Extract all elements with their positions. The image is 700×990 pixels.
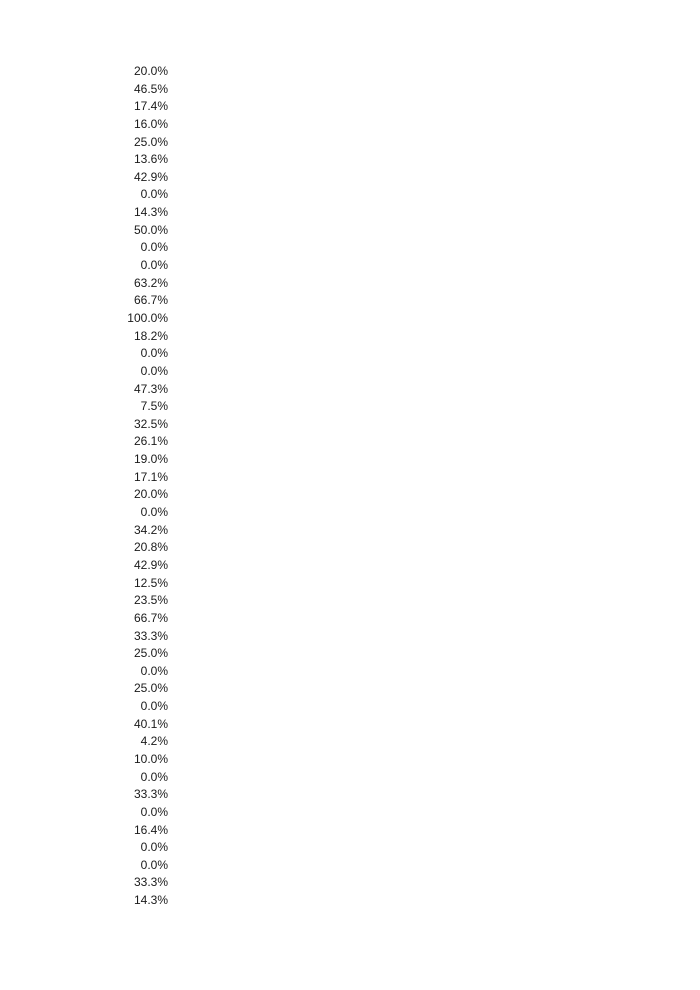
- percentage-cell: 13.6%: [133, 152, 168, 167]
- percentage-cell: 19.0%: [133, 452, 168, 467]
- percentage-cell: 33.3%: [133, 628, 168, 643]
- percentage-cell: 40.1%: [133, 716, 168, 731]
- percentage-cell: 23.5%: [133, 593, 168, 608]
- percentage-cell: 33.3%: [133, 875, 168, 890]
- percentage-cell: 0.0%: [140, 840, 168, 855]
- percentage-cell: 14.3%: [133, 893, 168, 908]
- percentage-cell: 0.0%: [140, 346, 168, 361]
- percentage-cell: 20.8%: [133, 540, 168, 555]
- percentage-cell: 17.1%: [133, 469, 168, 484]
- percentage-cell: 33.3%: [133, 787, 168, 802]
- percentage-cell: 34.2%: [133, 522, 168, 537]
- percentage-cell: 66.7%: [133, 293, 168, 308]
- percentage-cell: 0.0%: [140, 258, 168, 273]
- percentage-cell: 0.0%: [140, 505, 168, 520]
- percentage-cell: 20.0%: [133, 487, 168, 502]
- percentage-cell: 18.2%: [133, 328, 168, 343]
- percentage-cell: 100.0%: [127, 310, 168, 325]
- percentage-cell: 16.0%: [133, 116, 168, 131]
- percentage-cell: 26.1%: [133, 434, 168, 449]
- percentage-cell: 42.9%: [133, 557, 168, 572]
- percentage-cell: 25.0%: [133, 681, 168, 696]
- percentage-column: [100, 63, 168, 910]
- percentage-cell: 17.4%: [133, 99, 168, 114]
- percentage-cell: 10.0%: [133, 751, 168, 766]
- percentage-cell: 4.2%: [140, 734, 168, 749]
- percentage-cell: 66.7%: [133, 610, 168, 625]
- percentage-cell: 25.0%: [133, 646, 168, 661]
- percentage-cell: 16.4%: [133, 822, 168, 837]
- percentage-cell: 14.3%: [133, 205, 168, 220]
- percentage-cell: 12.5%: [133, 575, 168, 590]
- percentage-cell: 32.5%: [133, 416, 168, 431]
- percentage-cell: 7.5%: [140, 399, 168, 414]
- percentage-cell: 50.0%: [133, 222, 168, 237]
- percentage-cell: 47.3%: [133, 381, 168, 396]
- percentage-cell: 0.0%: [140, 804, 168, 819]
- percentage-cell: 46.5%: [133, 81, 168, 96]
- percentage-cell: 63.2%: [133, 275, 168, 290]
- percentage-cell: 42.9%: [133, 169, 168, 184]
- percentage-cell: 0.0%: [140, 240, 168, 255]
- percentage-cell: 0.0%: [140, 699, 168, 714]
- percentage-cell: 20.0%: [133, 64, 168, 78]
- percentage-cell: 0.0%: [140, 769, 168, 784]
- percentage-cell: 0.0%: [140, 663, 168, 678]
- percentage-cell: 0.0%: [140, 857, 168, 872]
- percentage-cell: 25.0%: [133, 134, 168, 149]
- percentage-cell: 0.0%: [140, 187, 168, 202]
- percentage-cell: 0.0%: [140, 363, 168, 378]
